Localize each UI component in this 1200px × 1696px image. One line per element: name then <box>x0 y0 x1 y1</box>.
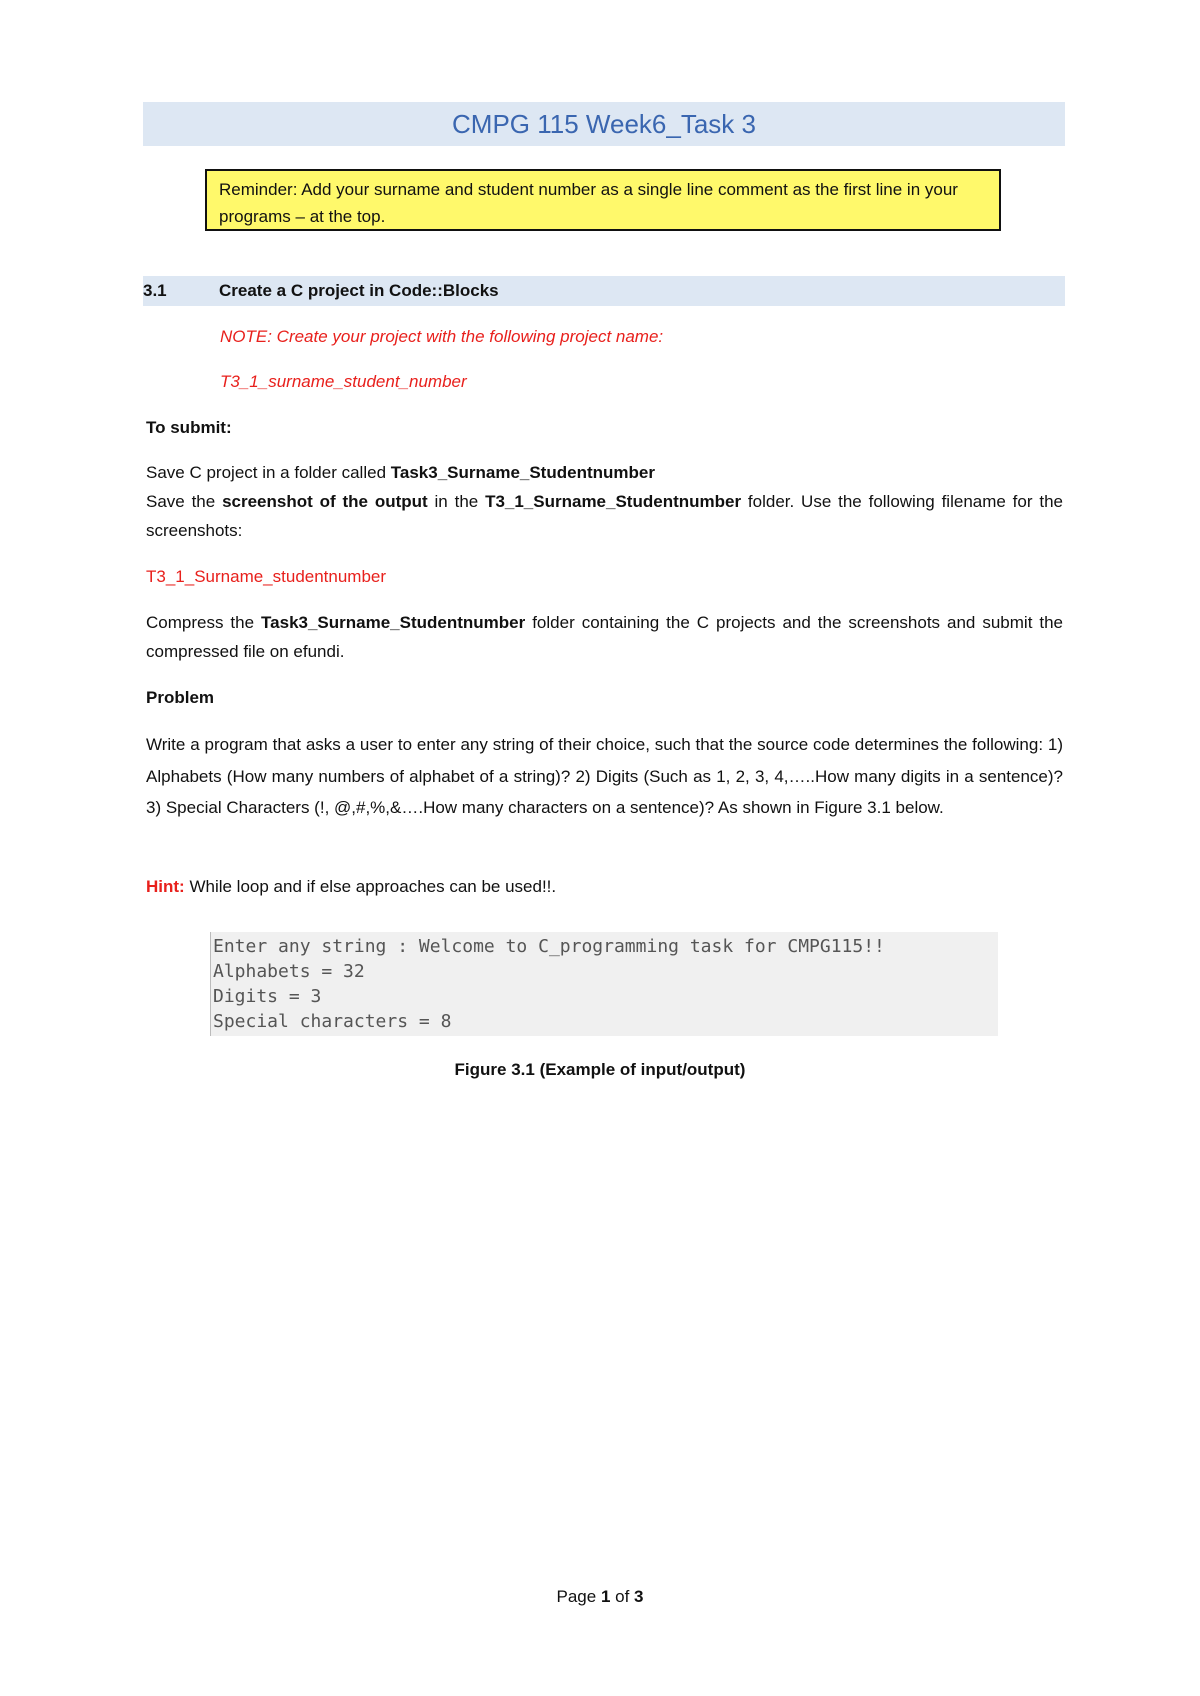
save-1-folder: Task3_Surname_Studentnumber <box>390 463 655 482</box>
save-2-suffix: folder. Use the following filename for the screenshots: <box>146 492 1063 540</box>
section-heading <box>143 276 1065 306</box>
problem-heading: Problem <box>146 688 215 707</box>
console-output-figure <box>210 932 998 1036</box>
figure-caption: Figure 3.1 (Example of input/output) <box>454 1060 746 1079</box>
compress-prefix: Compress the <box>146 613 262 632</box>
section-title: Create a C project in Code::Blocks <box>219 281 499 300</box>
hint <box>146 872 556 901</box>
console-line: Alphabets = 32 <box>213 961 365 982</box>
compress-instruction <box>146 608 1063 666</box>
compress-folder: Task3_Surname_Studentnumber <box>261 613 526 632</box>
save-2-prefix: Save the <box>146 492 223 511</box>
hint-text: While loop and if else approaches can be used!!. <box>184 877 557 896</box>
console-line: Digits = 3 <box>213 986 322 1007</box>
save-2-middle: in the <box>427 492 486 511</box>
footer-page-number: 1 <box>600 1587 611 1606</box>
screenshot-filename: T3_1_Surname_studentnumber <box>146 567 387 586</box>
reminder-box: Reminder: Add your surname and student number as a single line comment as the first line in your programs – at the top. <box>205 169 1001 231</box>
save-instruction-1 <box>146 458 655 487</box>
footer-prefix: Page <box>556 1587 601 1606</box>
footer-of: of <box>610 1587 635 1606</box>
document-title: CMPG 115 Week6_Task 3 <box>143 102 1065 146</box>
project-name: T3_1_surname_student_number <box>220 372 467 391</box>
problem-text: Write a program that asks a user to enter any string of their choice, such that the source code determines the following: 1) Alphabets (How many numbers of alphabet of a string)? 2) Digits (Such as 1, 2, 3, 4,…..How many digits in a sentence)? 3) Special Characters (!, @,#,%,&….How many characters on a sentence)? As shown in Figure 3.1 below. <box>146 735 1063 817</box>
save-1-prefix: Save C project in a folder called <box>146 463 391 482</box>
console-line: Special characters = 8 <box>213 1011 452 1032</box>
console-line: Enter any string : Welcome to C_programming task for CMPG115!! <box>213 936 885 957</box>
save-2-bold1: screenshot of the output <box>222 492 428 511</box>
hint-label: Hint: <box>146 877 185 896</box>
project-note: NOTE: Create your project with the following project name: <box>220 327 664 346</box>
page-footer <box>0 1587 1200 1607</box>
section-number: 3.1 <box>143 281 167 300</box>
save-instruction-2 <box>146 487 1063 545</box>
compress-suffix: folder containing the C projects and the screenshots and submit the compressed file on efundi. <box>146 613 1064 661</box>
submit-heading: To submit: <box>146 418 232 437</box>
footer-total-pages: 3 <box>634 1587 644 1606</box>
save-2-bold2: T3_1_Surname_Studentnumber <box>485 492 742 511</box>
